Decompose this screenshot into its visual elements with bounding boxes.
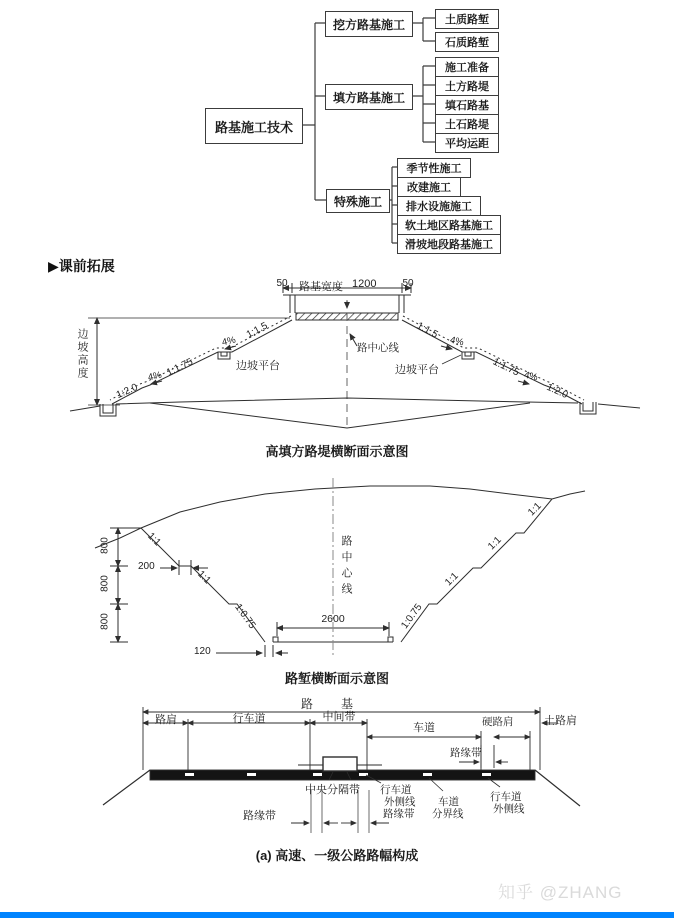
label-central-divider: 中央分隔带 <box>305 784 360 796</box>
dim-2600: 2600 <box>321 613 345 625</box>
tree-branch-special: 特殊施工 <box>326 189 390 213</box>
footer-accent-bar <box>0 912 674 918</box>
fill-embankment-diagram <box>0 278 674 460</box>
tree-leaf: 季节性施工 <box>397 158 471 178</box>
label-roadbed: 路基 <box>300 697 381 711</box>
tree-root: 路基施工技术 <box>205 108 303 144</box>
label-lane-divider-2: 分界线 <box>432 808 464 820</box>
slope-ratio: 1:1.75 <box>164 356 195 379</box>
label-outer-line-right-2: 外侧线 <box>493 803 525 815</box>
label-shoulder: 路肩 <box>155 714 177 726</box>
zhihu-watermark: 知乎 @ZHANG <box>498 883 623 902</box>
dim-roadbed-width-label: 路基宽度 <box>299 281 343 293</box>
bench-grade: 4% <box>449 334 465 349</box>
label-carriageway: 行车道 <box>232 713 266 725</box>
label-outer-line-right-1: 行车道 <box>490 791 522 803</box>
dim-200: 200 <box>138 561 155 572</box>
slope-ratio: 1:1.75 <box>490 356 521 379</box>
slope-height-label: 边坡高度 <box>76 328 88 380</box>
tree-leaf: 改建施工 <box>397 177 461 197</box>
bench-grade: 4% <box>147 369 163 384</box>
tree-leaf: 施工准备 <box>435 57 499 77</box>
label-median: 中间带 <box>322 711 356 723</box>
slope-ratio: 1:1 <box>443 570 461 589</box>
label-outer-line-left-1: 行车道 <box>380 784 412 796</box>
label-outer-line-left-2: 外侧线 <box>384 796 416 808</box>
tree-leaf: 土石路堤 <box>435 114 499 134</box>
slope-platform-label-left: 边坡平台 <box>236 360 280 372</box>
label-marginal-strip-top: 路缘带 <box>450 747 482 759</box>
tree-leaf: 平均运距 <box>435 133 499 153</box>
dim-800: 800 <box>99 613 111 630</box>
dim-120: 120 <box>194 646 211 657</box>
slope-ratio: 1:1.5 <box>414 320 440 341</box>
fill-diagram-caption: 高填方路堤横断面示意图 <box>265 444 409 459</box>
label-hard-shoulder: 硬路肩 <box>482 716 514 728</box>
tree-leaf: 滑坡地段路基施工 <box>397 234 501 254</box>
dim-roadbed-width-value: 1200 <box>352 278 377 290</box>
slope-ratio: 1:1.5 <box>244 320 270 341</box>
tree-leaf: 土方路堤 <box>435 76 499 96</box>
lane-diagram-caption: (a) 高速、一级公路路幅构成 <box>255 848 419 863</box>
slope-ratio: 1:0.75 <box>399 602 425 631</box>
slope-ratio: 1:0.75 <box>232 602 258 631</box>
cutting-diagram-caption: 路堑横断面示意图 <box>284 671 389 686</box>
slope-ratio: 1:2.0 <box>114 381 140 402</box>
label-marginal-strip-stack: 路缘带 <box>383 808 415 820</box>
dim-50-right: 50 <box>402 278 414 289</box>
tree-branch-excavation: 挖方路基施工 <box>325 11 413 37</box>
tree-branch-fill: 填方路基施工 <box>325 84 413 110</box>
bench-grade: 4% <box>523 369 539 384</box>
section-heading-pre-class: ▶课前拓展 <box>48 258 115 274</box>
dim-50-left: 50 <box>276 278 288 289</box>
slope-ratio: 1:1 <box>526 500 544 519</box>
tree-leaf: 填石路基 <box>435 95 499 115</box>
slope-ratio: 1:2.0 <box>544 381 570 402</box>
tree-leaf: 排水设施施工 <box>397 196 481 216</box>
tree-leaf: 石质路堑 <box>435 32 499 52</box>
label-lane-divider-1: 车道 <box>438 796 459 808</box>
slope-platform-label-right: 边坡平台 <box>395 364 439 376</box>
label-earth-shoulder: 土路肩 <box>544 715 577 727</box>
slope-ratio: 1:1 <box>486 534 504 553</box>
label-lane: 车道 <box>413 722 435 734</box>
tree-leaf: 软土地区路基施工 <box>397 215 501 235</box>
dim-800: 800 <box>99 575 111 592</box>
slope-ratio: 1:1 <box>145 530 163 549</box>
slope-ratio: 1:1 <box>195 568 213 587</box>
label-marginal-strip-left: 路缘带 <box>243 810 276 822</box>
centerline-label: 路中心线 <box>340 535 352 599</box>
centerline-label: 路中心线 <box>357 342 399 354</box>
bench-grade: 4% <box>221 334 237 349</box>
dim-800: 800 <box>99 537 111 554</box>
tree-leaf: 土质路堑 <box>435 9 499 29</box>
embankment-linework <box>0 278 674 460</box>
construction-tech-tree <box>205 8 525 256</box>
cutting-diagram <box>0 465 674 690</box>
roadway-composition-diagram <box>0 695 674 877</box>
